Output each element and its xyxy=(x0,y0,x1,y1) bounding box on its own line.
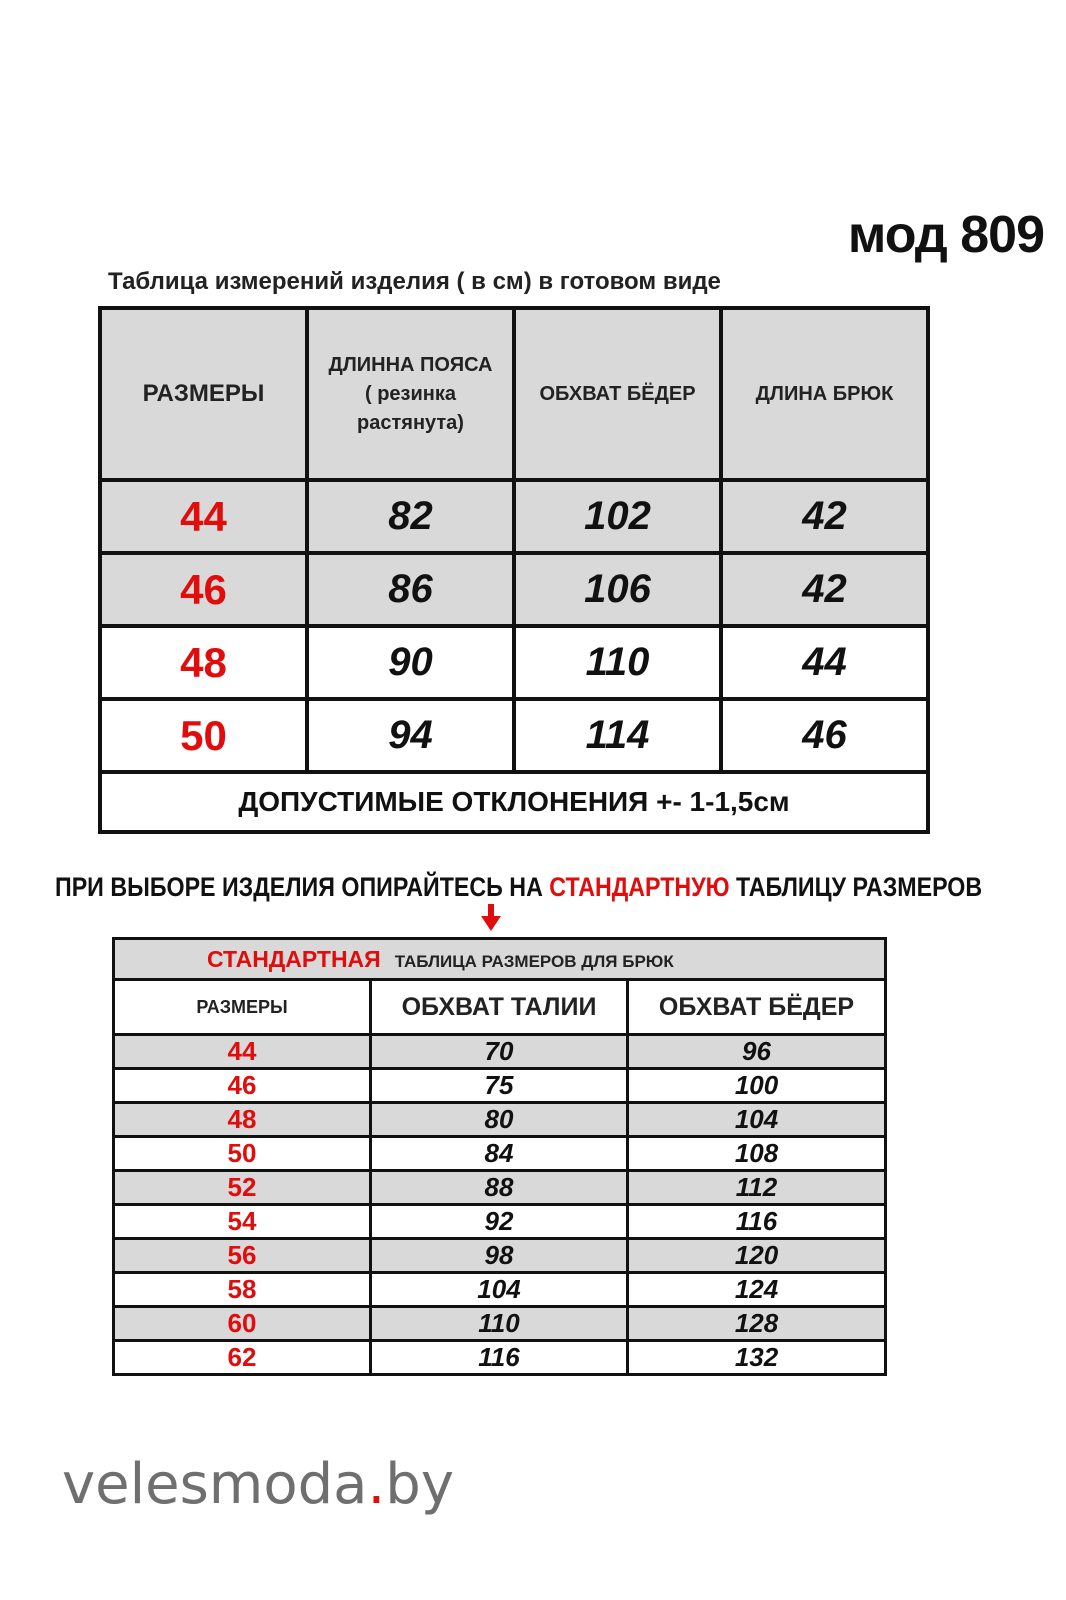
table-row xyxy=(114,1239,886,1273)
model-title: мод 809 xyxy=(847,206,1044,264)
hip-cell: 120 xyxy=(628,1239,886,1273)
waist-cell: 98 xyxy=(371,1239,628,1273)
size-cell: 50 xyxy=(114,1137,371,1171)
length-cell: 44 xyxy=(721,626,928,699)
hip-cell: 114 xyxy=(514,699,721,772)
hip-cell: 108 xyxy=(628,1137,886,1171)
standard-size-table xyxy=(112,937,887,1376)
header-waist-length xyxy=(307,308,514,480)
measurement-table-caption: Таблица измерений изделия ( в см) в готовом виде xyxy=(108,268,721,295)
hip-cell: 128 xyxy=(628,1307,886,1341)
measurement-table xyxy=(98,306,930,834)
hint-text-highlight: СТАНДАРТНУЮ xyxy=(549,872,730,902)
table-row xyxy=(114,1171,886,1205)
size-cell: 44 xyxy=(114,1035,371,1069)
size-cell: 62 xyxy=(114,1341,371,1375)
waist-cell: 104 xyxy=(371,1273,628,1307)
watermark-dot: . xyxy=(367,1452,386,1517)
size-cell: 60 xyxy=(114,1307,371,1341)
size-cell: 52 xyxy=(114,1171,371,1205)
tolerance-note: ДОПУСТИМЫЕ ОТКЛОНЕНИЯ +- 1-1,5см xyxy=(100,772,928,832)
waist-cell: 116 xyxy=(371,1341,628,1375)
length-cell: 42 xyxy=(721,480,928,553)
header-waist-length-label: ДЛИННА ПОЯСА ( резинка растянута) xyxy=(328,353,493,434)
size-cell: 44 xyxy=(100,480,307,553)
size-cell: 48 xyxy=(114,1103,371,1137)
length-cell: 42 xyxy=(721,553,928,626)
waist-cell: 110 xyxy=(371,1307,628,1341)
waist-cell: 80 xyxy=(371,1103,628,1137)
table-row xyxy=(114,1341,886,1375)
size-cell: 46 xyxy=(100,553,307,626)
hip-cell: 102 xyxy=(514,480,721,553)
waist-cell: 90 xyxy=(307,626,514,699)
standard-table-title xyxy=(114,939,886,980)
table-row xyxy=(100,699,928,772)
watermark-domain: by xyxy=(385,1452,454,1517)
waist-cell: 86 xyxy=(307,553,514,626)
table-row xyxy=(114,1103,886,1137)
hip-cell: 100 xyxy=(628,1069,886,1103)
size-cell: 46 xyxy=(114,1069,371,1103)
table-row xyxy=(100,553,928,626)
header-sizes: РАЗМЕРЫ xyxy=(100,308,307,480)
size-cell: 54 xyxy=(114,1205,371,1239)
header-trouser-length: ДЛИНА БРЮК xyxy=(721,308,928,480)
table-row xyxy=(114,1205,886,1239)
standard-table-title-red: СТАНДАРТНАЯ xyxy=(207,945,381,972)
hint-text-before: ПРИ ВЫБОРЕ ИЗДЕЛИЯ ОПИРАЙТЕСЬ НА xyxy=(55,872,550,902)
site-watermark xyxy=(62,1452,454,1517)
header-hip-girth: ОБХВАТ БЁДЕР xyxy=(628,980,886,1035)
hip-cell: 106 xyxy=(514,553,721,626)
waist-cell: 92 xyxy=(371,1205,628,1239)
hint-text-after: ТАБЛИЦУ РАЗМЕРОВ xyxy=(729,872,983,902)
header-sizes: РАЗМЕРЫ xyxy=(114,980,371,1035)
table-row xyxy=(114,1307,886,1341)
hip-cell: 96 xyxy=(628,1035,886,1069)
hip-cell: 124 xyxy=(628,1273,886,1307)
waist-cell: 70 xyxy=(371,1035,628,1069)
table-row xyxy=(114,1069,886,1103)
measurement-table-header-row xyxy=(100,308,928,480)
table-row xyxy=(100,480,928,553)
size-cell: 56 xyxy=(114,1239,371,1273)
waist-cell: 94 xyxy=(307,699,514,772)
hip-cell: 112 xyxy=(628,1171,886,1205)
size-cell: 48 xyxy=(100,626,307,699)
hip-cell: 132 xyxy=(628,1341,886,1375)
size-cell: 58 xyxy=(114,1273,371,1307)
hip-cell: 110 xyxy=(514,626,721,699)
waist-cell: 75 xyxy=(371,1069,628,1103)
table-row xyxy=(114,1273,886,1307)
header-hip-girth: ОБХВАТ БЁДЕР xyxy=(514,308,721,480)
length-cell: 46 xyxy=(721,699,928,772)
waist-cell: 88 xyxy=(371,1171,628,1205)
waist-cell: 82 xyxy=(307,480,514,553)
standard-table-title-row xyxy=(114,939,886,980)
waist-cell: 84 xyxy=(371,1137,628,1171)
arrow-down-icon xyxy=(480,904,502,932)
hip-cell: 116 xyxy=(628,1205,886,1239)
table-row xyxy=(114,1137,886,1171)
header-waist-girth: ОБХВАТ ТАЛИИ xyxy=(371,980,628,1035)
size-cell: 50 xyxy=(100,699,307,772)
watermark-name: velesmoda xyxy=(62,1452,368,1517)
tolerance-row xyxy=(100,772,928,832)
table-row xyxy=(100,626,928,699)
standard-table-hint xyxy=(55,872,982,903)
hip-cell: 104 xyxy=(628,1103,886,1137)
standard-table-header-row xyxy=(114,980,886,1035)
standard-table-title-rest: ТАБЛИЦА РАЗМЕРОВ ДЛЯ БРЮК xyxy=(394,951,674,971)
table-row xyxy=(114,1035,886,1069)
